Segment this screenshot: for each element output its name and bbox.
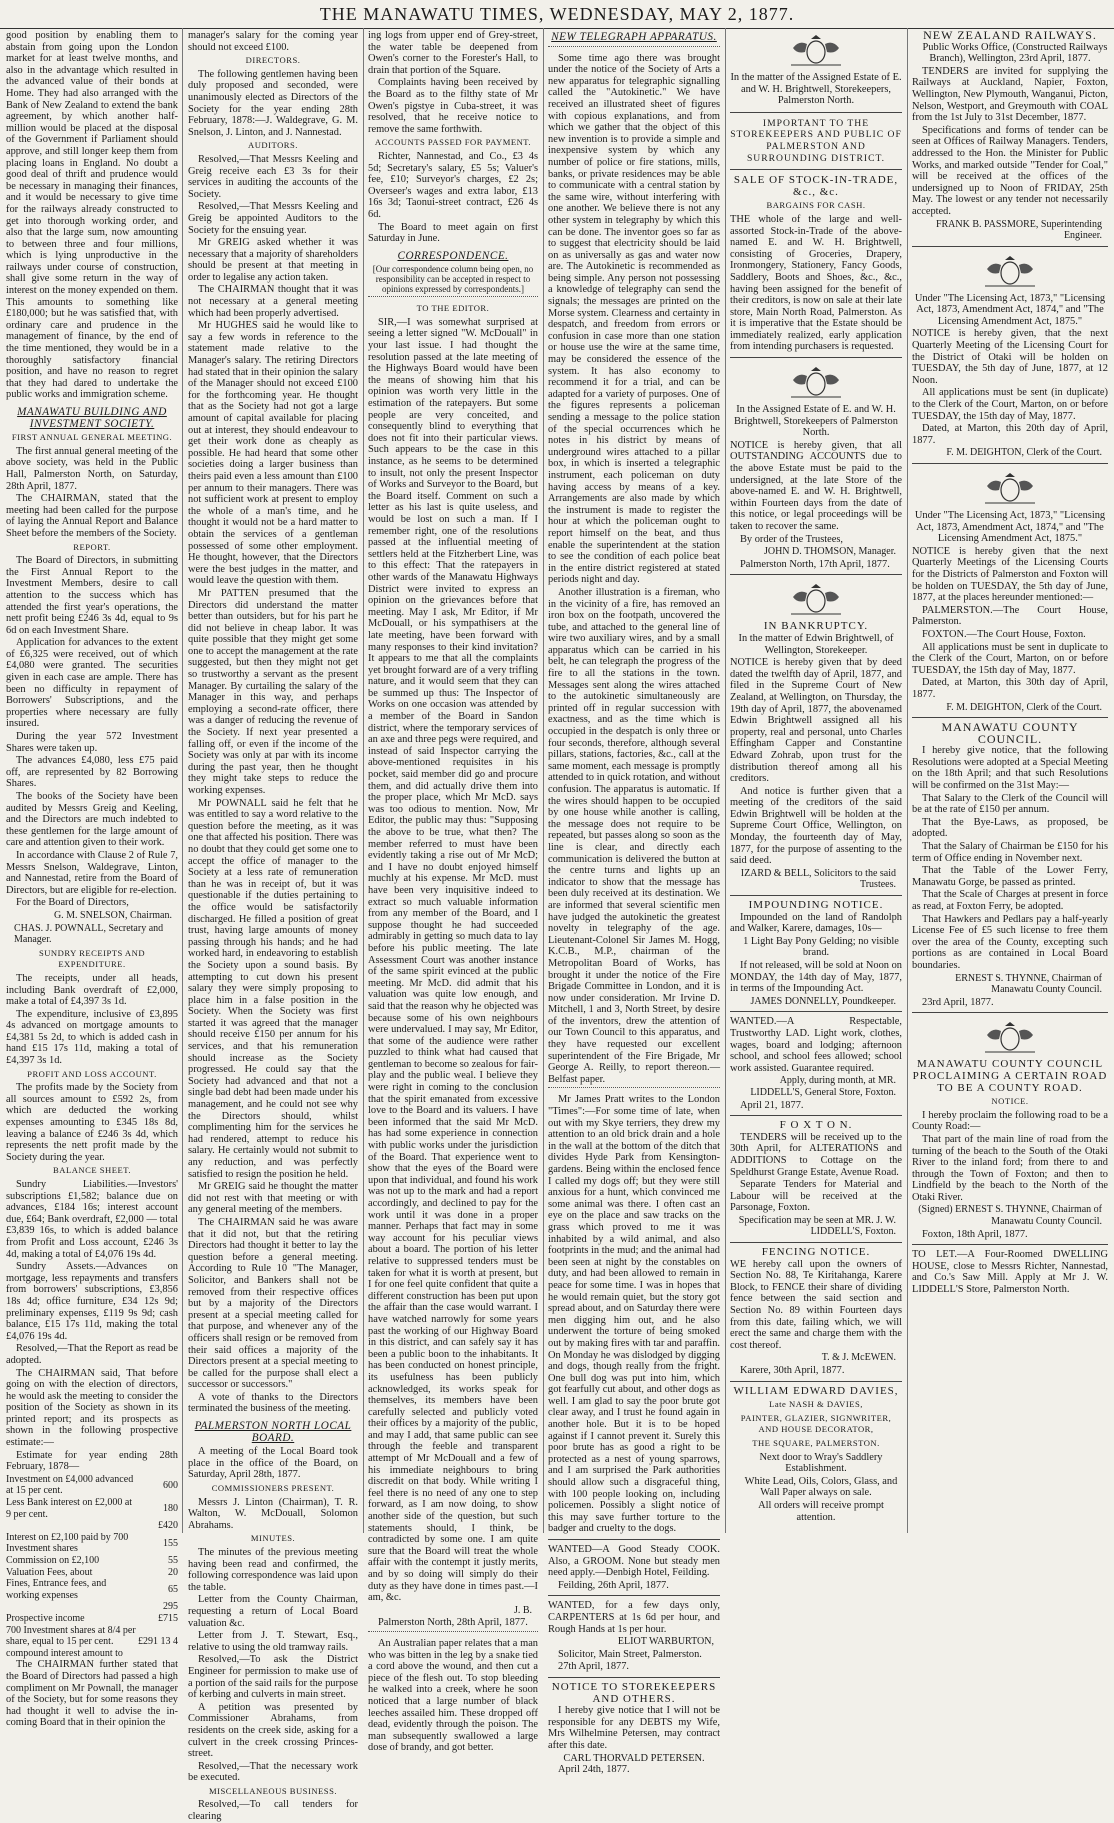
business-trade: PAINTER, GLAZIER, SIGNWRITER, AND HOUSE DECORATOR, [740,1412,892,1435]
subheading: AUDITORS. [248,140,298,151]
notice-heading: MANAWATU COUNTY COUNCIL. [941,720,1079,746]
article-text: The Board of Directors, in submitting the First Annual Report to the Investment Members, desire to call attention to the success which has attended the first year's operations, the nett profit being £246 3s 4d, equal to 9s 6d on each Investment Share. [6,555,178,636]
notice-text: Impounded on the land of Randolph and Walker, Karere, damages, 10s— [730,911,902,935]
editorial-note: [Our correspondence column being open, no responsibility can be accepted in respect to opinions expressed by correspondents.] [372,264,534,295]
notice-date: Palmerston North, 17th April, 1877. [740,558,890,570]
royal-crest-icon [781,583,851,617]
article-text: manager's salary for the coming year should not exceed £100. [188,30,358,53]
signature: JAMES DONNELLY, Poundkeeper. [750,995,896,1007]
notice-heading: F O X T O N. [779,1119,853,1132]
article-text: Sundry Assets.—Advances on mortgage, less repayments and transfers from borrowers' subscriptions, £3,856 18s 4d; office furniture, £34 12s 9d; preliminary expenses, £119 9s 9d; cash balance, £15 17s 11d, making the total £4,076 19s 4d. [6,1261,178,1342]
subheading: SUNDRY RECEIPTS AND EXPENDITURE. [38,947,146,970]
article-text: Mr HUGHES said he would like to say a few words in reference to the statement made relative to the Manager's salary. The retiring Directors had stated that in their opinion the salary of the Manager should not exceed £100 for the forthcoming year. He thought that as the Society had not got a large amount of capital available for placing out at interest, they should endeavour to get their work done as cheaply as possible. He had heard that some other societies doing a larger business than theirs paid even a less amount than £100 per annum to their managers. There was not sufficient work at present to employ the whole of a man's time, and he thought it would not be a hard matter to obtain the services of a gentleman possessed of some other employment. He thought, however, that the Directors were the best judges in the matter, and would leave the question with them. [188,320,358,587]
subheading: REPORT. [73,541,111,552]
notice-text: That Salary to the Clerk of the Council will be at the rate of £150 per annum. [912,792,1108,816]
ad-text: Solicitor, Main Street, Palmerston. [558,1648,702,1660]
notice-text: NOTICE is hereby given that by deed dated the twelfth day of April, 1877, and filed in the Supreme Court of New Zealand, at Wellington, on Thursday, the 19th day of April, 1877, the abovenamed Edwin Brightwell assigned all his property, real and personal, unto Charles Effingham Capper and Constantine Edward Zohrab, upon trust for the distribution thereof among all his creditors. [730,657,902,785]
table-cell-label: Investment on £4,000 advanced at 15 per cent. [6,1473,134,1497]
article-heading: CORRESPONDENCE. [397,249,509,262]
advertisement [912,1244,1108,1295]
notice-text: TENDERS will be received up to the 30th April, for ALTERATIONS and ADDITIONS to Cottage on the Speldhurst Grange Estate, Avenue Road. [730,1131,902,1178]
article-text: Mr PATTEN presumed that the Directors did understand the matter better than outsiders, but for his part he did not believe in cheap labor. It was quite possible that they might get some one to accept the management at the rate suggested, but then they might not get so trustworthy a servant as the present Manager. By curtailing the salary of the Manager in this way, and perhaps employing a second-rate officer, there was a danger of reducing the revenue of the Society. If next year presented a falling off, or even if the income of the Society was only at par with its income during the past year, then he thought they might take steps to reduce the working expenses. [188,587,358,796]
notice-text: By order of the Trustees, [740,533,844,545]
article-text: A meeting of the Local Board took place in the office of the Board, on Saturday, April 28th, 1877. [188,1446,358,1481]
article-text: The advances £4,080, less £75 paid off, are represented by 82 Borrowing Shares. [6,755,178,790]
article-text: The Board to meet again on first Saturday in June. [368,221,538,245]
column-1 [6,30,178,1729]
signature: CHAS. J. POWNALL, Secretary and Manager. [14,922,164,946]
advertisement [730,574,902,891]
article-heading: PALMERSTON NORTH LOCAL BOARD. [194,1420,352,1444]
notice-heading: IMPOUNDING NOTICE. [748,899,884,912]
signature: J. B. [513,1604,532,1616]
column-6 [912,30,1108,1535]
ad-text: WANTED, for a few days only, CARPENTERS at 1s 6d per hour, and Rough Hands at 1s per hour. [548,1600,720,1635]
table-cell-label: Less Bank interest on £2,000 at 9 per cent. [6,1497,133,1520]
article-text: Resolved,—To ask the District Engineer for permission to make use of a portion of the said rails for the purpose of kerbing and culverts in main street. [188,1654,358,1701]
article-text: Some time ago there was brought under the notice of the Society of Arts a new apparatus for telegraphic signalling called the "Autokinetic." We have received an illustrated sheet of figures with copious explanations, and from which we gather that the object of this new invention is to provide a simple and inexpensive system by which any number of police or fire stations, mills, banks, or private residences may be able to communicate with a central station by the same wire, without interfering with one another. We believe there is not any other system in telegraphy by which this can be done. The inventor goes so far as to suggest that electricity should be laid on as universally as gas and water now are. The Autokinetic is recommended as being simple. Any person not possessing a knowledge of telegraphy can send the signals; the messages are printed on the Morse system. Clearness and certainty in despatch, and freedom from errors or confusion in case more than one station or house use the wire at the same time, may be considered the essence of the system. It has also economy to recommend it for a trial, and can be adapted for a variety of purposes. One of the figures represents a policeman sending a message to the police station of the special occurrences which he notes in his district by means of underground wires attached to a pillar box, in which is inserted a telegraphic instrument, each policeman on duty having access by means of a key. Arrangements are also made by which the instrument is made to register the hour at which the policeman ought to report himself on the beat, and thus enable the superintendent at the station to see the condition of each police beat in the entire district registered at stated periods night and day. [548,52,720,586]
signature: IZARD & BELL, Solicitors to the said Trustees. [740,867,896,891]
notice-text: Under "The Licensing Act, 1873," "Licensing Act, 1873, Amendment Act, 1874," and "The Licensing Amendment Act, 1875." [914,510,1106,545]
article-text: Resolved,—That the Report as read be adopted. [6,1343,178,1366]
divider [368,1631,538,1636]
subheading: ACCOUNTS PASSED FOR PAYMENT. [374,137,532,148]
divider [730,169,902,170]
article-text: Resolved,—That the necessary work be executed. [188,1760,358,1784]
article-heading: MANAWATU BUILDING AND INVESTMENT SOCIETY. [17,406,167,430]
subheading: FIRST ANNUAL GENERAL MEETING. [11,432,173,443]
royal-crest-icon [781,366,851,400]
subheading: TO THE EDITOR. [416,303,490,314]
table-row [6,1601,178,1613]
notice-date: Dated, at Marton, this 30th day of April, 1877. [912,677,1108,700]
table-cell-label: Commission on £2,100 [6,1555,100,1566]
notice-heading: NEW ZEALAND RAILWAYS. [923,28,1097,42]
table-cell-value: 155 [163,1537,178,1549]
signature: ERNEST S. THYNNE, Chairman of Manawatu County Council. [955,972,1102,996]
notice-text: That Hawkers and Pedlars pay a half-yearly License Fee of £5 such license to free them over the area of the County, excepting such portions as are contained in Local Board boundaries. [912,913,1108,971]
table-cell-value: 600 [163,1479,178,1491]
notice-subheading: NOTICE. [991,1096,1029,1107]
notice-heading: IMPORTANT TO THE STOREKEEPERS AND PUBLIC OF PALMERSTON AND SURROUNDING DISTRICT. [730,117,902,164]
article-text: The profits made by the Society from all sources amount to £592 2s, from which are deducted the working expenses amounting to £345 18s 8d, leaving a balance of £246 3s 4d, which represents the nett profit made by the Society during the year. [6,1082,178,1163]
divider [548,46,720,51]
article-text: The CHAIRMAN further stated that the Board of Directors had passed a high compliment on Mr Pownall, the manager of the Society, but for some reasons they had thought it well to advise the in-coming Board that in their opinion the [6,1659,178,1729]
notice-date: Karere, 30th April, 1877. [740,1365,845,1376]
signature: ELIOT WARBURTON, [617,1636,714,1648]
table-row [6,1520,178,1532]
notice-text: TO LET.—A Four-Roomed DWELLING HOUSE, close to Messrs Richter, Nannestad, and Co.'s Saw Mill. Apply at Mr J. W. LIDDELL'S Store, Palmerston North. [912,1249,1108,1296]
article-text: Messrs J. Linton (Chairman), T. R. Walton, W. McDouall, Solomon Abrahams. [188,1496,358,1531]
advertisement [912,246,1108,459]
article-text: An Australian paper relates that a man who was bitten in the leg by a snake tied a cord above the wound, and then cut a piece of the flesh out. To stop bleeding he walked into a creek, where he soon noticed that a large number of black leeches assailed him. These dropped off dead, evidently through the poison. The man subsequently swallowed a large dose of brandy, and got better. [368,1637,538,1754]
signature: FRANK B. PASSMORE, Superintending Engineer. [935,218,1102,242]
notice-text: That part of the main line of road from the turning of the beach to the South of the Otaki River to the inland ford; from there to and through the Town of Foxton; and then to Lindfield by the beach to the North of the Otaki River. [912,1133,1108,1203]
notice-text: Next door to Wray's Saddlery Establishment. [759,1451,883,1475]
notice-text: Public Works Office, (Constructed Railways Branch), Wellington, 23rd April, 1877. [922,41,1108,65]
table-row [6,1555,178,1567]
column-4 [548,30,720,1776]
column-5 [730,30,902,1535]
notice-text: PALMERSTON.—The Court House, Palmerston. [912,604,1108,628]
notice-date: April 21, 1877. [740,1099,804,1111]
notice-text: All applications must be sent (in duplicate) to the Clerk of the Court, Marton, on or before TUESDAY, the 15th day of May, 1877. [912,387,1108,422]
article-text: Application for advances to the extent of £6,325 were received, out of which £4,080 were granted. The securities given in each case are ample. There has been no difficulty in repayment of Borrowers' Subscriptions, and the properties where necessary are fully insured. [6,637,178,730]
notice-date: Dated, at Marton, this 20th day of April, 1877. [912,423,1108,446]
signature: (Signed) ERNEST S. THYNNE, Chairman of Manawatu County Council. [918,1204,1102,1228]
divider [368,296,538,301]
signature: Apply, during month, at MR. LIDDELL'S, General Store, Foxton. [750,1075,896,1098]
article-text: The CHAIRMAN, stated that the meeting had been called for the purpose of laying the Annual Report and Balance Sheet before the members of the Society. [6,493,178,539]
divider [548,1087,720,1092]
advertisement [730,895,902,1007]
column-rule [907,28,908,1533]
signature: F. M. DEIGHTON, Clerk of the Court. [946,447,1102,459]
notice-text: WANTED.—A Respectable, Trustworthy LAD. Light work, clothes, wages, board and lodging; afternoon school, and school fees allowed; school work assisted. Guarantee required. [730,1016,902,1074]
table-row [6,1613,178,1625]
article-text: The CHAIRMAN said, That before going on with the election of directors, he would ask the meeting to consider the position of the Society as shown in its printed report; and its prospects as shown in the following prospective estimate:— [6,1367,178,1449]
table-cell-value: £715 [158,1612,178,1624]
table-cell-label: Fines, Entrance fees, and working expenses [6,1578,107,1601]
article-text: Letter from J. T. Stewart, Esq., relative to using the old tramway rails. [188,1630,358,1653]
article-text: Richter, Nannestad, and Co., £3 4s 5d; Secretary's salary, £5 5s; Valuer's fee, £10; Surveyor's charges, £2 2s; Overseer's wages and extra labor, £13 16s 3d; Taonui-street contract, £26 4s 6d. [368,150,538,220]
notice-text: In the matter of the Assigned Estate of E. and W. H. Brightwell, Storekeepers, Palmerston North. [730,72,902,107]
article-text: Mr GREIG asked whether it was necessary that a majority of shareholders should be present at that meeting in order to legalise any action taken. [188,237,358,283]
table-cell-label: 700 Investment shares at 8/4 per share, equal to 15 per cent. compound interest amount to [6,1624,136,1659]
article-text: Resolved,—That Messrs Keeling and Greig be appointed Auditors to the Society for the ensuing year. [188,201,358,236]
advertisement [730,1381,902,1524]
column-2 [188,30,358,1823]
article-text: Palmerston North, 28th April, 1877. [378,1617,528,1629]
notice-text: Specifications and forms of tender can be seen at Offices of Railway Managers. Tenders, addressed to the Hon. the Minister for Public Works, and marked outside "Tender for Coal," will be received at the offices of the undersigned up to Noon of FRIDAY, 25th May. The lowest or any tender not necessarily accepted. [912,124,1108,217]
divider [730,112,902,113]
table-row [6,1578,178,1601]
notice-text: NOTICE is hereby given that the next Quarterly Meetings of the Licensing Courts for the Districts of Palmerston and Foxton will be holden on TUESDAY, the 5th day of June, 1877, at the places hereunder mentioned:— [912,545,1108,604]
notice-text: TENDERS are invited for supplying the Railways at Auckland, Napier, Foxton, Wellington, New Plymouth, Wanganui, Picton, Nelson, Westport, and Greymouth with COAL from the 1st July to 31st December, 1877. [912,65,1108,124]
ad-date: April 24th, 1877. [558,1764,630,1776]
table-row [6,1625,178,1660]
article-text: Resolved,—That Messrs Keeling and Greig receive each £3 3s for their services in auditing the accounts of the Society. [188,153,358,200]
advertisement [548,1539,720,1591]
article-text: A vote of thanks to the Directors terminated the business of the meeting. [188,1391,358,1415]
table-cell-value: 55 [168,1555,178,1566]
notice-date: 23rd April, 1877. [922,996,994,1008]
article-text: Another illustration is a fireman, who in the vicinity of a fire, has removed an iron box on the footpath, uncovered the tube, and attached to the general line of wire two auxiliary wires, and by a small apparatus which can be carried in his belt, he can telegraph the progress of the fire to all the stations in the town. Messages sent along the wires attached to the autokinetic simultaneously are printed off in regular succession with exactness, and as the time which is occupied in the despatch is only three or four seconds, therefore, although several pillars, stations, factories, &c., call at the same moment, each message is promptly attended to in quick rotation, and without confusion. The apparatus is automatic. If the wires should happen to be occupied by one house while another is calling, the message does not require to be repeated, but passes along so soon as the line is clear, and directly each communication is delivered the button at the centre turns and lights up an indicator to show that the message has been duly received at its destination. We are informed that several scientific men have judged the autokinetic the greatest novelty in telegraphy of the age. Lieutenant-Colonel Sir James M. Hogg, K.C.B., M.P., chairman of the Metropolitan Board of Works, has brought it under the notice of the Fire Brigade Committee in London, and it is now under consideration. Mr Irvine D. Mitchell, 1 and 3, North Street, by desire of the inventors, drew the attention of our Town Council to this apparatus, and they have requested our excellent superintendent of the Fire Brigade, Mr George A. Reilly, to report thereon.—Belfast paper. [548,586,720,1085]
column-rule [543,28,544,1533]
royal-crest-icon [975,255,1045,289]
ad-heading: NOTICE TO STOREKEEPERS AND OTHERS. [551,1680,717,1705]
advertisement [730,1011,902,1111]
article-text: In accordance with Clause 2 of Rule 7, Messrs Snelson, Waldegrave, Linton, and Nannestad, retire from the Board of Directors, but are eligible for re-election. [6,849,178,896]
signature: CARL THORVALD PETERSEN. [563,1752,705,1764]
notice-text: White Lead, Oils, Colors, Glass, and Wall Paper always on sale. [744,1475,898,1499]
advertisement [912,463,1108,713]
table-cell-label: Prospective income [6,1612,85,1624]
ad-date: 27th April, 1877. [558,1661,630,1673]
royal-crest-icon [781,34,851,68]
table-row [6,1567,178,1579]
article-heading: NEW TELEGRAPH APPARATUS. [551,31,717,43]
notice-text: That the Bye-Laws, as proposed, be adopted. [912,816,1108,840]
notice-date: Foxton, 18th April, 1877. [922,1228,1028,1240]
signature: JOHN D. THOMSON, Manager. [763,546,896,558]
advertisement [730,1115,902,1238]
notice-text: In the matter of Edwin Brightwell, of Wellington, Storekeeper. [738,632,894,656]
royal-crest-icon [975,472,1045,506]
ad-text: WANTED—A Good Steady COOK. Also, a GROOM. None but steady men need apply.—Denbigh Hotel, Feilding. [548,1544,720,1579]
ad-date: Feilding, 26th April, 1877. [558,1579,669,1591]
notice-text: And notice is further given that a meeting of the creditors of the said Edwin Brightwell will be holden at the Supreme Court Office, Wellington, on Monday, the fourteenth day of May, 1877, for the purpose of assenting to the said deed. [730,785,902,867]
advertisement [730,357,902,570]
advertisement [548,1677,720,1776]
advertisement [730,1242,902,1377]
article-text: The minutes of the previous meeting having been read and confirmed, the following correspondence was laid upon the table. [188,1547,358,1593]
notice-text: 1 Light Bay Pony Gelding; no visible brand. [743,935,899,959]
business-address: THE SQUARE, PALMERSTON. [752,1437,880,1448]
notice-text: In the Assigned Estate of E. and W. H. Brightwell, Storekeepers of Palmerston North. [734,404,898,439]
subheading: COMMISSIONERS PRESENT. [211,1483,335,1494]
article-text: The CHAIRMAN said he was aware that it did not, but that the retiring Directors had thought it better to lay the question before a general meeting. According to Rule 10 "The Manager, Solicitor, and Bankers shall not be removed from their respective offices but by a majority of the Directors present at a special meeting called for that purpose, and whenever any of the officers shall resign or be removed from their said offices a majority of the Directors present at a special meeting to be called for the purpose shall elect a successor or successors." [188,1216,358,1391]
notice-text: THE whole of the large and well-assorted Stock-in-Trade of the above-named E. and W. H. Brightwell, consisting of Groceries, Drapery, Ironmongery, Stationery, Fancy Goods, Saddlery, Boots and Shoes, &c., &c., having been assigned for the benefit of their creditors, is now on sale at their late store, Main North Road, Palmerston. As it is imperative that the Estate should be immediately realized, early application from intending purchasers is requested. [730,213,902,353]
article-text: SIR,—I was somewhat surprised at seeing a letter signed "W. McDouall" in your last issue. I had thought the resolution passed at the late meeting of the Highways Board would have been the means of showing him that his opinion was worth very little in the estimation of the ratepayers. But some people are very conceited, and consequently blind to everything that does not fit into their particular views. Such appears to be the case in this instance, as he seems to be determined to insult, not only the present Inspector of Works and Surveyor to the Board, but the Board itself. Comment on such a letter as his last is quite useless, and would be lost on such a man. If I remember right, one of the resolutions passed at the influential meeting of settlers held at the Fitzherbert Line, was to this effect: That the ratepayers in other wards of the Manawatu Highways District were invited to express an opinion on the grievances before that meeting. May I ask, Mr Editor, if Mr McDouall, or his sympathisers at the late meeting, have been forward with many responses to their kind invitation? It appears to me that all the complaints yet brought forward are of a very trifling nature, and it would seem that they can be summed up thus: The Inspector of Works on one occasion was attended by a member of the Board in Sandon district, where the temporary services of an axe and three pegs were required, and instead of said Inspector carrying the above-mentioned requisites in his pocket, said member did go and procure them, and did actually drive them into the proper place, which Mr McD. says was too odious to mention. Now, Mr Editor, the public may thus: "Supposing the above to be true, what then? The member referred to must have been evidently taking a rise out of Mr McD; and I have no doubt enjoyed himself muchly at his expense. Mr McD. must have been very inquisitive indeed to extract so much valuable information from any member of the Board, and I suppose thought he had succeeded admirably in getting so much data to lay before his public meeting. The late Assessment Court was another instance of the same spirit evinced at the public meeting. Mr McD. did admit that his valuation was quite low enough, and said that the reason why he objected was because some of his own neighbours were undervalued. I may say, Mr Editor, that some of the audience were rather puzzled to think what had caused that gentleman to become so zealous for fair-play and the public weal. I believe they were right in coming to the conclusion that the spirit emanated from excessive love to the Board and its valuers. I have been informed that the said Mr McD. has had some experience in connection with public works under the jurisdiction of the Board. That experience went to show that the eyes of the Board were upon that individual, and found his work was not up to the mark and had a report accordingly, and declined to pay for the work until it was done in a proper manner. Perhaps that fact may in some way account for his peculiar views about a board. The portion of his letter relative to suppressed tenders must be taken for what it is worth at present, but I for one feel quite confident that quite a different construction has been put upon the affair than the case would warrant. I have watched narrowly for some years past the working of our Highway Board in this district, and can safely say it has been a public boon to the inhabitants. It has been conducted on honest principle, its usefulness has been publicly acknowledged, its works speak for themselves, its members have been carefully selected and publicly voted their offices by a majority of the public, and may I add, that same public can see through the feeble and transparent attempt of Mr McDouall and a few of his immediate neighbours to bring discredit on that body. While writing I feel there is no need of any one to step forward, as I am now doing, to show another side of the question, but such statements should, I think, be contradicted by some one. I am quite sure that the Board will treat the whole affair with the contempt it justly merits, and by so doing will simply do their duty as they have done in times past.—I am, &c. [368,316,538,1604]
notice-text: Under "The Licensing Act, 1873," "Licensing Act, 1873, Amendment Act, 1874," and "The Licensing Amendment Act, 1875." [914,292,1106,327]
article-text: Letter from the County Chairman, requesting a return of Local Board valuation &c. [188,1594,358,1629]
business-subtitle: Late NASH & DAVIES, [769,1399,863,1410]
table-cell-value: £291 13 4 [138,1636,178,1648]
table-cell-label: Interest on £2,100 paid by 700 Investment shares [6,1531,129,1555]
notice-heading: IN BANKRUPTCY. [763,620,869,633]
masthead: THE MANAWATU TIMES, WEDNESDAY, MAY 2, 1877. [0,0,1114,29]
business-name: WILLIAM EDWARD DAVIES, [733,1384,899,1397]
column-rule [725,28,726,1533]
ad-text: I hereby give notice that I will not be responsible for any DEBTS my Wife, Mrs Wilhelmine Petersen, may contract after this date. [548,1705,720,1751]
notice-text: NOTICE is hereby given, that the next Quarterly Meeting of the Licensing Court for the District of Otaki will be holden on TUESDAY, the 5th day of June, 1877, at 12 Noon. [912,328,1108,386]
subheading: DIRECTORS. [245,55,301,66]
article-text: Complaints having been received by the Board as to the filthy state of Mr Owen's pigstye in Cuba-street, it was resolved, that he receive notice to remove the same forthwith. [368,77,538,135]
article-text: Estimate for year ending 28th February, 1878— [6,1449,178,1473]
subheading: MINUTES. [250,1533,296,1544]
article-text: good position by enabling them to abstain from going upon the London market for at least twelve months, and also in the advantage which resulted in the advanced value of their bonds at Home. They had also arranged with the Bank of New Zealand to extend the bank agreement, by which another half-million would be placed at the disposal of the Government if Parliament should approve, and still longer keep them from placing loans in England. No doubt a good deal of thrift and prudence would be necessary in managing their finances, and it would be necessary to give time for the railways already constructed to get into thorough working order, and also that the large sum, now amounting to between three and four millions, which is lying unproductive in the railways under course of construction, shall give some return in the way of interest on the money expended on them. This amounts to something like £180,000; but he was satisfied that, with ordinary care and prudence in the management of finance, by the end of the time mentioned, they would be in a thoroughly satisfactory financial position, and have no reason to regret that they had dared to undertake the public works and immigration scheme. [6,30,178,401]
notice-text: That the Scale of Charges at present in force as read, at Foxton Ferry, be adopted. [912,889,1108,912]
signature: T. & J. McEWEN. [821,1352,896,1364]
signature: Specification may be seen at MR. J. W. LIDDELL'S, Foxton. [738,1214,896,1238]
table-cell-value: 20 [168,1566,178,1578]
table-cell-label [6,1520,138,1532]
table-cell-value: 295 [163,1601,178,1613]
royal-crest-icon [975,1021,1045,1055]
notice-subheading: BARGAINS FOR CASH. [766,200,866,211]
notice-heading: MANAWATU COUNTY COUNCIL PROCLAIMING A CERTAIN ROAD TO BE A COUNTY ROAD. [912,1058,1108,1094]
advertisement [548,1595,720,1673]
article-text: The books of the Society have been audited by Messrs Greig and Keeling, and the Directors are much indebted to these gentlemen for the large amount of care and attention given to their work. [6,791,178,849]
notice-text: Separate Tenders for Material and Labour will be received at the Parsonage, Foxton. [730,1179,902,1214]
notice-heading: SALE OF STOCK-IN-TRADE, &c., &c. [733,174,899,198]
article-text: The following gentlemen having been duly proposed and seconded, were unanimously elected as Directors of the Society for the year ending 28th February, 1878:—J. Waldegrave, G. M. Snelson, J. Linton, and J. Nannestad. [188,68,358,138]
article-text: The CHAIRMAN thought that it was not necessary at a general meeting which had been properly advertised. [188,284,358,319]
notice-text: I hereby give notice, that the following Resolutions were adopted at a Special Meeting on the 18th April; and that such Resolutions will be confirmed on the 31st May:— [912,745,1108,792]
notice-text: WE hereby call upon the owners of Section No. 88, Te Kiritahanga, Karere Block, to FENCE their share of dividing fence between the said section and Section No. 89 within Fourteen days from this date, failing which, we will erect the same and charge them with the cost thereof. [730,1258,902,1351]
notice-text: NOTICE is hereby given, that all OUTSTANDING ACCOUNTS due to the above Estate must be paid to the undersigned, at the late Store of the above-named E. and W. H. Brightwell, within Fourteen days from the date of this notice, or legal proceedings will be taken to recover the same. [730,439,902,532]
notice-text: All orders will receive prompt attention. [758,1499,884,1523]
table-cell-value: 65 [168,1583,178,1595]
notice-text: All applications must be sent in duplicate to the Clerk of the Court, Marton, on or before TUESDAY, the 15th day of May, 1877. [912,641,1108,676]
table-row [6,1497,178,1520]
column-rule [182,28,183,1533]
article-text: The first annual general meeting of the above society, was held in the Public Hall, Palmerston North, on Saturday, 28th April, 1877. [6,445,178,492]
advertisement [912,717,1108,1008]
signature: G. M. SNELSON, Chairman. [53,909,172,921]
article-text: During the year 572 Investment Shares were taken up. [6,731,178,754]
column-rule [363,28,364,1533]
table-cell-value: 180 [163,1502,178,1514]
table-cell-label: Valuation Fees, about [6,1566,93,1578]
subheading: BALANCE SHEET. [53,1165,131,1176]
article-text: Sundry Liabilities.—Investors' subscriptions £1,582; balance due on advances, £184 16s; interest account due, £64; Bank overdraft, £2,000 — total £3,839 16s, to which is added balance from Profit and Loss account, £246 3s 4d, making a total of £4,076 19s 4d. [6,1179,178,1260]
article-text: Mr POWNALL said he felt that he was entitled to say a word relative to the question before the meeting, as it was one that affected his position. There was no doubt that they could get some one to accept the office of manager to the Society at a less rate of remuneration than he was in receipt of, but it was questionable if the duties pertaining to the office would be satisfactorily discharged. He filled a position of great trust, having large amounts of money passing through his hands; and he had worked hard, in endeavoring to establish the Society upon a sound basis. By attempting to cut down his present salary they were simply proposing to place him in a false position in the Society. When the Society was first started it was agreed that the manager should receive £150 per annum for his services, and that his remuneration should increase as the Society progressed. He could say that the Society had advanced and that not a single bad debt had been made under his management, and he could not see why the Directors should, whilst complimenting him for the services he had rendered, attempt to reduce his salary. He certainly would not submit to any reduction, and was perfectly satisfied to resign the position he held. [188,797,358,1180]
estimate-table [6,1474,178,1660]
table-row [6,1474,178,1497]
notice-heading: FENCING NOTICE. [761,1246,871,1259]
article-text: For the Board of Directors, [16,897,129,909]
article-text: ing logs from upper end of Grey-street, the water table be deepened from Owen's corner to the Forester's Hall, to drain that portion of the Square. [368,30,538,76]
notice-text: FOXTON.—The Court House, Foxton. [922,628,1086,640]
notice-text: I hereby proclaim the following road to be a County Road:— [912,1109,1108,1133]
table-cell-label [6,1601,138,1613]
column-3 [368,30,538,1754]
article-text: A petition was presented by Commissioner Abrahams, from residents on the creek side, asking for a culvert in the creek crossing Princes-street. [188,1701,358,1760]
article-text: Mr James Pratt writes to the London "Times":—For some time of late, when out with my Skye terriers, they drew my attention to an old brick drain and a hole in the wall at the bottom of the ditch that divides Hyde Park from Kensington-gardens. Being within the enclosed fence I called my dogs off; but they were still anxious for a hunt, which convinced me some animal was there. I often cast an eye on the place and saw tracks on the grass which proved to me it was inhabited by a wild animal, and also footprints in the mud; and the animal had been seen at night by the constables on duty, and had been allowed to remain in peace for some time. I was in hopes that he would remain quiet, but the story got spread about, and on Saturday there were men digging him out, and he also underwent the torture of being smoked out by making fires with tar and paraffin. On Monday he was dislodged by digging and dogs, though really from the fright. One bull dog was put into him, which got fearfully cut about, and other dogs as well. I am glad to say the poor brute got clear away, and I trust he found again in another hole. But it is to be hoped against if I cannot prevent it. Surely this poor brute has as good a right to be protected as a nest of young sparrows, and I am surprised the Park authorities should allow such a disgraceful thing, with 100 people looking on, including policemen. Possibly a slight notice of this may save further torture to the badger and cruelty to the dogs. [548,1094,720,1535]
notice-text: That the Table of the Lower Ferry, Manawatu Gorge, be passed as printed. [912,865,1108,888]
article-text: The receipts, under all heads, including Bank overdraft of £2,000, make a total of £4,397 3s 1d. [6,972,178,1008]
subheading: PROFIT AND LOSS ACCOUNT. [27,1068,157,1079]
advertisement [912,1012,1108,1240]
signature: F. M. DEIGHTON, Clerk of the Court. [946,701,1102,713]
table-cell-value: £420 [158,1520,178,1532]
article-text: The expenditure, inclusive of £3,895 4s advanced on mortgage amounts to £4,381 5s 2d, to which is added cash in hand £15 17s 11d, making a total of £4,397 3s 1d. [6,1008,178,1067]
table-row [6,1532,178,1555]
subheading: MISCELLANEOUS BUSINESS. [208,1785,337,1796]
article-text: Resolved,—To call tenders for clearing [188,1799,358,1823]
article-text: Mr GREIG said he thought the matter did not rest with that meeting or with any general meeting of the members. [188,1181,358,1216]
notice-text: That the Salary of Chairman be £150 for his term of Office ending in November next. [912,841,1108,864]
notice-text: If not released, will be sold at Noon on MONDAY, the 14th day of May, 1877, in terms of the Impounding Act. [730,960,902,995]
